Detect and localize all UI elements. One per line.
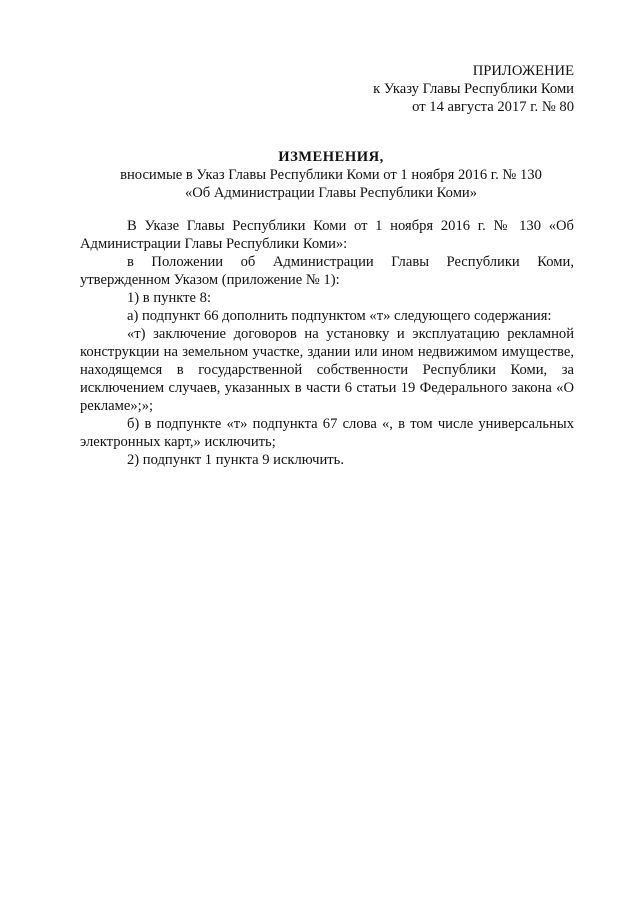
paragraph: а) подпункт 66 дополнить подпунктом «т» следующего содержания:: [127, 308, 552, 324]
paragraph: 1) в пункте 8:: [127, 290, 212, 306]
document-title: ИЗМЕНЕНИЯ,: [278, 149, 384, 165]
paragraph: «т) заключение договоров на установку и эксплуатацию рекламной конструкции на земельном участке, здании или ином недвижимом имуществе, находящемся в государственной собственности Республики Коми, за исключением случаев, указанных в части 6 статьи 19 Федерального закона «О рекламе»;»;: [80, 326, 574, 414]
document-heading: [80, 148, 582, 202]
paragraph: в Положении об Администрации Главы Республики Коми, утвержденном Указом (приложение № 1):: [80, 254, 574, 288]
document-subtitle: вносимые в Указ Главы Республики Коми от 1 ноября 2016 г. № 130: [120, 167, 542, 183]
document-body: [80, 217, 574, 469]
paragraph: б) в подпункте «т» подпункта 67 слова «, в том числе универсальных электронных карт,» исключить;: [80, 416, 574, 450]
paragraph: 2) подпункт 1 пункта 9 исключить.: [127, 452, 344, 468]
appendix-decree-date: от 14 августа 2017 г. № 80: [412, 99, 574, 115]
appendix-decree-ref: к Указу Главы Республики Коми: [373, 81, 574, 97]
document-subtitle-name: «Об Администрации Главы Республики Коми»: [184, 185, 478, 201]
appendix-label: ПРИЛОЖЕНИЕ: [472, 63, 574, 79]
appendix-block: [373, 62, 574, 116]
paragraph: В Указе Главы Республики Коми от 1 ноября 2016 г. № 130 «Об Администрации Главы Республики Коми»:: [80, 218, 574, 252]
